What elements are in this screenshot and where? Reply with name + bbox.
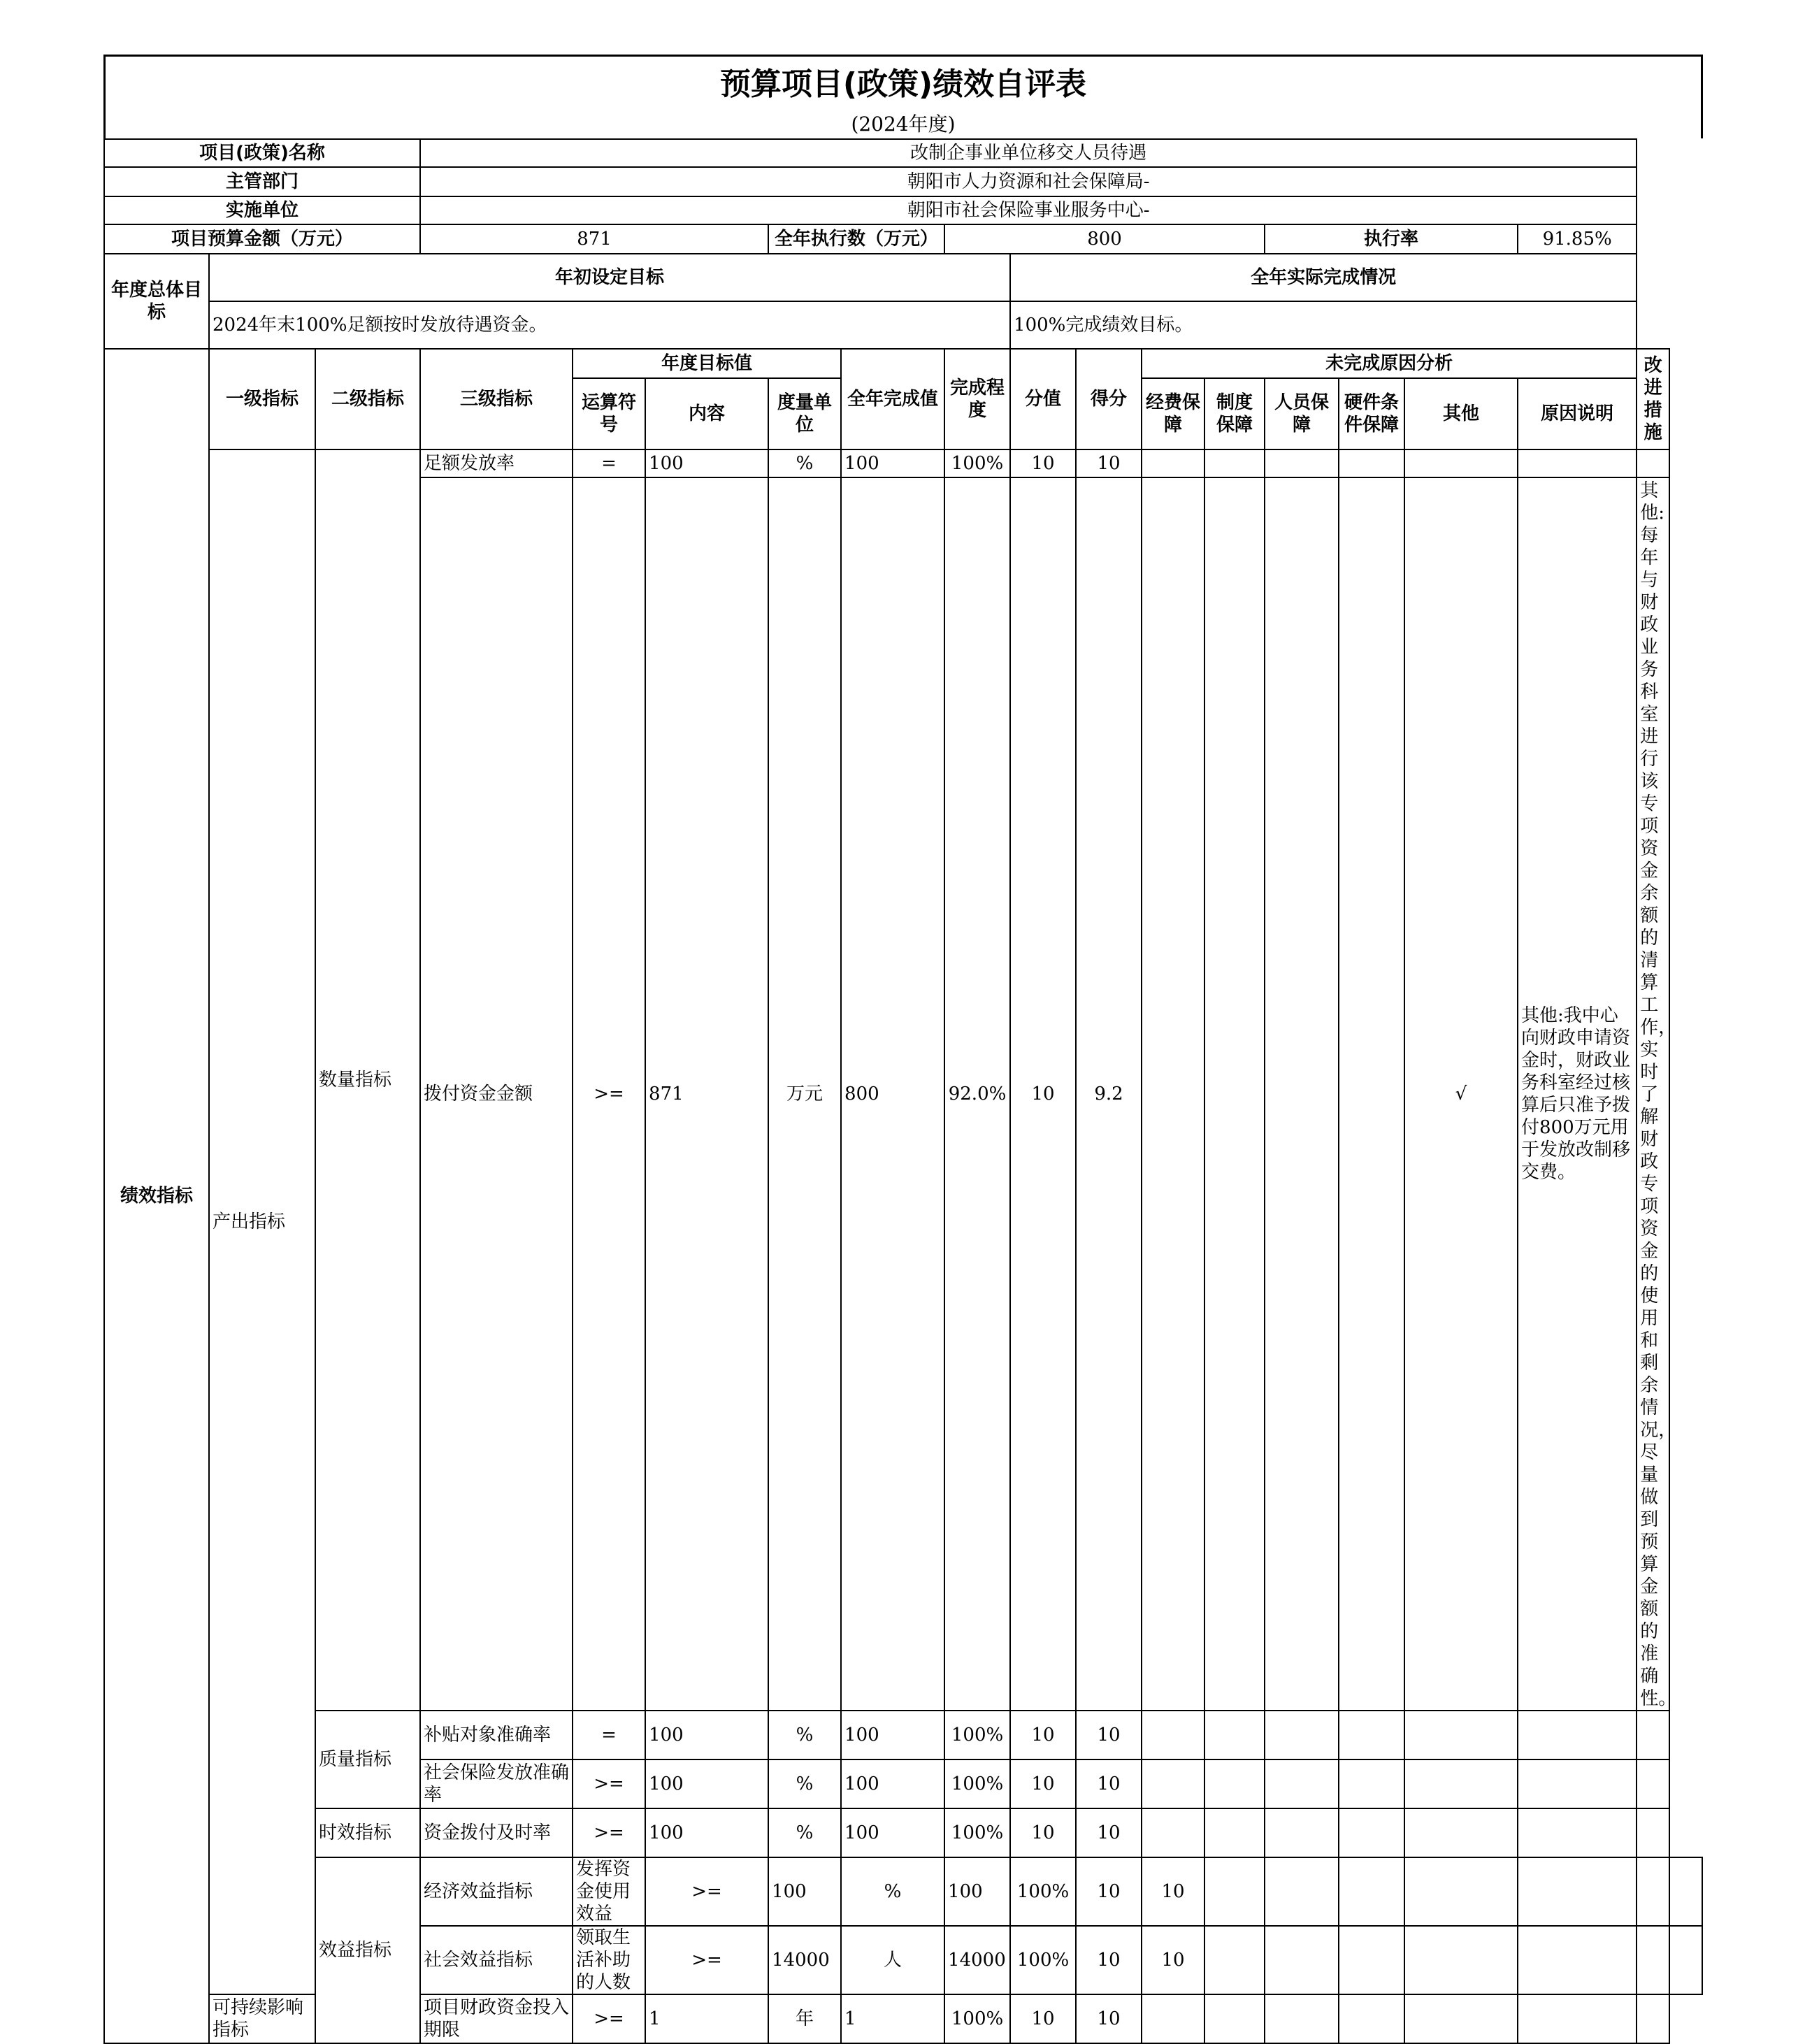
goal-text-row — [104, 301, 1702, 349]
unit-cell: % — [768, 449, 841, 477]
unit-cell: 万元 — [768, 477, 841, 1711]
degree-header: 完成程度 — [944, 349, 1010, 449]
indicator-name: 项目财政资金投入期限 — [420, 1994, 573, 2043]
score-cell: 10 — [1076, 1759, 1142, 1808]
degree-cell: 100% — [1010, 1926, 1076, 1994]
degree-cell: 100% — [944, 1759, 1010, 1808]
content-cell: 871 — [645, 477, 768, 1711]
op-cell: >= — [573, 1994, 645, 2043]
actual-cell: 14000 — [944, 1926, 1010, 1994]
actual-cell: 100 — [841, 449, 944, 477]
op-cell: >= — [573, 1808, 645, 1857]
quantity-indicator-cell: 数量指标 — [315, 449, 420, 1711]
level2-header: 二级指标 — [315, 349, 420, 449]
actual-cell: 100 — [944, 1857, 1010, 1926]
actual-cell: 100 — [841, 1808, 944, 1857]
content-cell: 100 — [645, 1808, 768, 1857]
page-title: 预算项目(政策)绩效自评表 — [719, 66, 1087, 102]
info-row-name — [104, 139, 1702, 167]
full-score-cell: 10 — [1010, 477, 1076, 1711]
evaluation-table — [103, 138, 1703, 2044]
budget-label: 项目预算金额（万元） — [104, 224, 420, 254]
level1-header: 一级指标 — [209, 349, 315, 449]
content-cell: 100 — [768, 1857, 841, 1926]
info-row-budget — [104, 224, 1702, 254]
table-row — [104, 1711, 1702, 1759]
actual-cell: 1 — [841, 1994, 944, 2043]
unit-cell: % — [768, 1759, 841, 1808]
content-cell: 14000 — [768, 1926, 841, 1994]
perf-indicator-label: 绩效指标 — [104, 349, 209, 2043]
score-cell: 10 — [1142, 1926, 1204, 1994]
score-cell: 9.2 — [1076, 477, 1142, 1711]
unit-cell: % — [768, 1808, 841, 1857]
unit-value: 朝阳市社会保险事业服务中心- — [420, 196, 1637, 224]
unit-cell: 年 — [768, 1994, 841, 2043]
project-name-label: 项目(政策)名称 — [104, 139, 420, 167]
reason-group-header: 未完成原因分析 — [1142, 349, 1637, 378]
content-header: 内容 — [645, 378, 768, 449]
indicator-name: 资金拨付及时率 — [420, 1808, 573, 1857]
reason-system-header: 制度保障 — [1204, 378, 1265, 449]
degree-cell: 100% — [944, 1994, 1010, 2043]
unit-cell: 人 — [841, 1926, 944, 1994]
degree-cell: 100% — [1010, 1857, 1076, 1926]
social-indicator-cell: 社会效益指标 — [420, 1926, 573, 1994]
content-cell: 1 — [645, 1994, 768, 2043]
indicator-name: 足额发放率 — [420, 449, 573, 477]
reason-staff-header: 人员保障 — [1265, 378, 1339, 449]
economic-indicator-cell: 经济效益指标 — [420, 1857, 573, 1926]
score-full-header: 分值 — [1010, 349, 1076, 449]
full-score-cell: 10 — [1076, 1926, 1142, 1994]
target-header: 年初设定目标 — [209, 254, 1010, 301]
degree-cell: 100% — [944, 1808, 1010, 1857]
content-cell: 100 — [645, 1759, 768, 1808]
rate-label: 执行率 — [1265, 224, 1518, 254]
op-cell: = — [573, 449, 645, 477]
op-cell: >= — [573, 1759, 645, 1808]
reason-fund-header: 经费保障 — [1142, 378, 1204, 449]
sustain-indicator-cell: 可持续影响指标 — [209, 1994, 315, 2043]
timeliness-indicator-cell: 时效指标 — [315, 1808, 420, 1857]
unit-label: 实施单位 — [104, 196, 420, 224]
score-cell: 10 — [1076, 449, 1142, 477]
op-cell: >= — [573, 477, 645, 1711]
dept-value: 朝阳市人力资源和社会保障局- — [420, 167, 1637, 196]
report-year: (2024年度) — [851, 113, 956, 136]
actual-header: 全年实际完成情况 — [1010, 254, 1637, 301]
project-name-value: 改制企事业单位移交人员待遇 — [420, 139, 1637, 167]
indicator-name: 拨付资金金额 — [420, 477, 573, 1711]
quality-indicator-cell: 质量指标 — [315, 1711, 420, 1808]
info-row-unit — [104, 196, 1702, 224]
full-score-cell: 10 — [1010, 1711, 1076, 1759]
full-score-cell: 10 — [1010, 1994, 1076, 2043]
score-cell: 10 — [1076, 1994, 1142, 2043]
actual-text: 100%完成绩效目标。 — [1010, 301, 1637, 349]
reason-hardware-header: 硬件条件保障 — [1339, 378, 1404, 449]
score-cell: 10 — [1142, 1857, 1204, 1926]
degree-cell: 100% — [944, 449, 1010, 477]
benefit-indicator-cell: 效益指标 — [315, 1857, 420, 2043]
exec-value: 800 — [944, 224, 1265, 254]
table-row — [104, 1808, 1702, 1857]
improve-text: 其他:每年与财政业务科室进行该专项资金余额的清算工作，实时了解财政专项资金的使用和剩余情况，尽量做到预算金额的准确性。 — [1637, 477, 1669, 1711]
table-row — [104, 1857, 1702, 1926]
reason-explain-header: 原因说明 — [1518, 378, 1637, 449]
target-value-group-header: 年度目标值 — [573, 349, 841, 378]
full-score-cell: 10 — [1010, 449, 1076, 477]
goal-header-row — [104, 254, 1702, 301]
info-row-dept — [104, 167, 1702, 196]
actual-value-header: 全年完成值 — [841, 349, 944, 449]
unit-cell: % — [841, 1857, 944, 1926]
budget-value: 871 — [420, 224, 768, 254]
op-header: 运算符号 — [573, 378, 645, 449]
content-cell: 100 — [645, 449, 768, 477]
evaluation-sheet — [103, 55, 1703, 2041]
rate-value: 91.85% — [1518, 224, 1637, 254]
op-cell: >= — [645, 1857, 768, 1926]
actual-cell: 800 — [841, 477, 944, 1711]
op-cell: >= — [645, 1926, 768, 1994]
indicator-name: 补贴对象准确率 — [420, 1711, 573, 1759]
reason-other-check: √ — [1404, 477, 1518, 1711]
indicator-name: 发挥资金使用效益 — [573, 1857, 645, 1926]
reason-explain-text: 其他:我中心向财政申请资金时，财政业务科室经过核算后只准予拨付800万元用于发放改制移交费。 — [1518, 477, 1637, 1711]
annual-goal-label: 年度总体目标 — [104, 254, 209, 349]
actual-cell: 100 — [841, 1759, 944, 1808]
table-row — [104, 449, 1702, 477]
score-cell: 10 — [1076, 1808, 1142, 1857]
degree-cell: 100% — [944, 1711, 1010, 1759]
level3-header: 三级指标 — [420, 349, 573, 449]
full-score-cell: 10 — [1076, 1857, 1142, 1926]
output-indicator-cell: 产出指标 — [209, 449, 315, 1994]
unit-cell: % — [768, 1711, 841, 1759]
indicator-name: 社会保险发放准确率 — [420, 1759, 573, 1808]
full-score-cell: 10 — [1010, 1759, 1076, 1808]
reason-other-header: 其他 — [1404, 378, 1518, 449]
indicator-header-row-1 — [104, 349, 1702, 378]
exec-label: 全年执行数（万元） — [768, 224, 944, 254]
improve-header: 改进措施 — [1637, 349, 1669, 449]
score-header: 得分 — [1076, 349, 1142, 449]
content-cell: 100 — [645, 1711, 768, 1759]
degree-cell: 92.0% — [944, 477, 1010, 1711]
dept-label: 主管部门 — [104, 167, 420, 196]
op-cell: = — [573, 1711, 645, 1759]
score-cell: 10 — [1076, 1711, 1142, 1759]
indicator-name: 领取生活补助的人数 — [573, 1926, 645, 1994]
actual-cell: 100 — [841, 1711, 944, 1759]
full-score-cell: 10 — [1010, 1808, 1076, 1857]
unit-header: 度量单位 — [768, 378, 841, 449]
target-text: 2024年末100%足额按时发放待遇资金。 — [209, 301, 1010, 349]
